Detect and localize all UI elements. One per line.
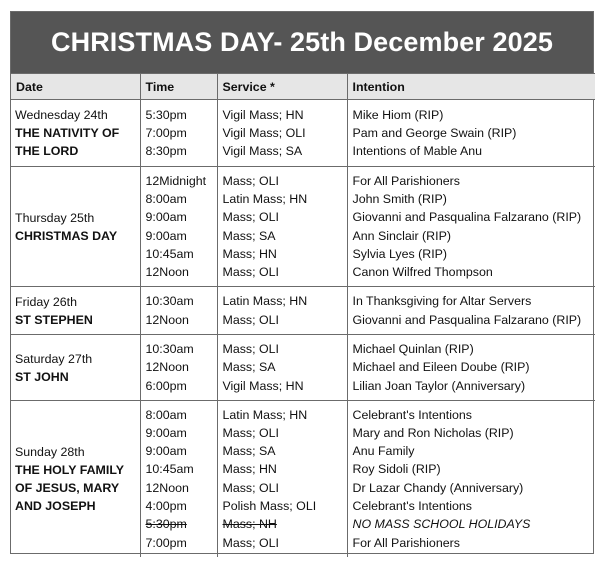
page-title: CHRISTMAS DAY- 25th December 2025 xyxy=(11,12,593,73)
service-time: 12Noon xyxy=(145,480,189,495)
service-type: Mass; NH xyxy=(222,517,277,532)
mass-intention: Mary and Ron Nicholas (RIP) xyxy=(352,425,514,440)
service-type: Mass; SA xyxy=(222,228,276,243)
mass-intention: For All Parishioners xyxy=(352,535,460,550)
service-type: Latin Mass; HN xyxy=(222,294,308,309)
mass-intention: Michael Quinlan (RIP) xyxy=(352,342,474,357)
service-type: Mass; SA xyxy=(222,360,276,375)
day-cell xyxy=(11,100,140,167)
service-type: Mass; OLI xyxy=(222,265,279,280)
service-time: 12Noon xyxy=(145,265,189,280)
mass-intention: Michael and Eileen Doube (RIP) xyxy=(352,360,530,375)
day-row xyxy=(11,401,595,557)
mass-intention: In Thanksgiving for Altar Servers xyxy=(352,294,532,309)
service-type: Mass; OLI xyxy=(222,480,279,495)
day-row xyxy=(11,167,595,287)
service-type-cell xyxy=(217,335,347,401)
mass-intention: Celebrant's Intentions xyxy=(352,499,472,514)
mass-intention-cell xyxy=(347,335,595,401)
service-time: 7:00pm xyxy=(145,125,187,140)
mass-intention: Giovanni and Pasqualina Falzarano (RIP) xyxy=(352,312,582,327)
service-time: 9:00am xyxy=(145,444,187,459)
service-time: 10:30am xyxy=(145,294,194,309)
service-type-cell xyxy=(217,100,347,167)
feast-name: OF JESUS, MARY xyxy=(15,480,120,495)
service-time: 10:45am xyxy=(145,462,194,477)
mass-intention: Mike Hiom (RIP) xyxy=(352,107,444,122)
day-cell xyxy=(11,287,140,335)
day-cell xyxy=(11,335,140,401)
service-time: 4:00pm xyxy=(145,499,187,514)
mass-schedule-table xyxy=(11,73,595,557)
mass-intention: Dr Lazar Chandy (Anniversary) xyxy=(352,480,524,495)
mass-intention: NO MASS SCHOOL HOLIDAYS xyxy=(352,517,531,532)
service-type: Mass; OLI xyxy=(222,210,279,225)
day-date: Thursday 25th xyxy=(15,210,95,225)
feast-name: THE LORD xyxy=(15,144,79,158)
mass-intention: Ann Sinclair (RIP) xyxy=(352,228,451,243)
mass-intention-cell xyxy=(347,167,595,287)
service-time-cell xyxy=(140,167,217,287)
service-type: Vigil Mass; HN xyxy=(222,107,304,122)
day-date: Wednesday 24th xyxy=(15,108,108,122)
column-header-date: Date xyxy=(11,74,140,100)
service-type: Mass; HN xyxy=(222,246,277,261)
service-type: Latin Mass; HN xyxy=(222,407,308,422)
service-type-cell xyxy=(217,401,347,557)
service-time: 7:00pm xyxy=(145,535,187,550)
service-time-cell xyxy=(140,401,217,557)
mass-intention: Sylvia Lyes (RIP) xyxy=(352,246,448,261)
service-time: 9:00am xyxy=(145,228,187,243)
service-time: 8:00am xyxy=(145,407,187,422)
service-time: 8:30pm xyxy=(145,144,187,159)
service-time: 12Noon xyxy=(145,360,189,375)
day-date: Friday 26th xyxy=(15,294,77,309)
mass-intention: Celebrant's Intentions xyxy=(352,407,472,422)
mass-intention: Intentions of Mable Anu xyxy=(352,144,483,159)
service-type: Mass; OLI xyxy=(222,535,279,550)
service-type: Mass; OLI xyxy=(222,342,279,357)
service-type: Vigil Mass; SA xyxy=(222,144,303,159)
service-time-cell xyxy=(140,100,217,167)
feast-name: CHRISTMAS DAY xyxy=(15,228,118,243)
schedule-body xyxy=(11,100,595,557)
mass-intention: John Smith (RIP) xyxy=(352,191,447,206)
service-time: 12Midnight xyxy=(145,173,207,188)
service-type-cell xyxy=(217,287,347,335)
service-time: 5:30pm xyxy=(145,107,187,122)
mass-intention-cell xyxy=(347,287,595,335)
service-type: Mass; OLI xyxy=(222,173,279,188)
mass-intention: Canon Wilfred Thompson xyxy=(352,265,493,280)
service-time: 10:30am xyxy=(145,342,194,357)
service-time: 12Noon xyxy=(145,312,189,327)
mass-intention-cell xyxy=(347,100,595,167)
mass-intention: Giovanni and Pasqualina Falzarano (RIP) xyxy=(352,210,582,225)
service-type: Mass; HN xyxy=(222,462,277,477)
mass-intention-cell xyxy=(347,401,595,557)
day-cell xyxy=(11,401,140,557)
service-type: Vigil Mass; OLI xyxy=(222,125,306,140)
mass-intention: For All Parishioners xyxy=(352,173,460,188)
day-date: Saturday 27th xyxy=(15,351,93,366)
service-time: 8:00am xyxy=(145,191,187,206)
schedule-sheet xyxy=(10,11,594,554)
day-row xyxy=(11,335,595,401)
service-type: Latin Mass; HN xyxy=(222,191,308,206)
mass-intention: Roy Sidoli (RIP) xyxy=(352,462,441,477)
service-time-cell xyxy=(140,335,217,401)
service-type: Mass; OLI xyxy=(222,312,279,327)
service-time: 10:45am xyxy=(145,246,194,261)
service-type: Mass; OLI xyxy=(222,425,279,440)
day-row xyxy=(11,100,595,167)
feast-name: ST JOHN xyxy=(15,369,69,384)
service-time: 9:00am xyxy=(145,210,187,225)
service-type: Mass; SA xyxy=(222,444,276,459)
service-type-cell xyxy=(217,167,347,287)
column-header-service: Service * xyxy=(217,74,347,100)
service-type: Polish Mass; OLI xyxy=(222,499,317,514)
feast-name: THE NATIVITY OF xyxy=(15,126,120,140)
service-time: 6:00pm xyxy=(145,378,187,393)
mass-intention: Pam and George Swain (RIP) xyxy=(352,125,517,140)
feast-name: THE HOLY FAMILY xyxy=(15,462,125,477)
feast-name: ST STEPHEN xyxy=(15,312,93,327)
column-header-intention: Intention xyxy=(347,74,595,100)
day-cell xyxy=(11,167,140,287)
service-time: 9:00am xyxy=(145,425,187,440)
mass-intention: Lilian Joan Taylor (Anniversary) xyxy=(352,378,526,393)
service-time: 5:30pm xyxy=(145,517,187,532)
day-date: Sunday 28th xyxy=(15,444,85,459)
service-type: Vigil Mass; HN xyxy=(222,378,304,393)
feast-name: AND JOSEPH xyxy=(15,498,96,513)
day-row xyxy=(11,287,595,335)
column-header-time: Time xyxy=(140,74,217,100)
table-header-row xyxy=(11,74,595,100)
mass-intention: Anu Family xyxy=(352,444,415,459)
service-time-cell xyxy=(140,287,217,335)
